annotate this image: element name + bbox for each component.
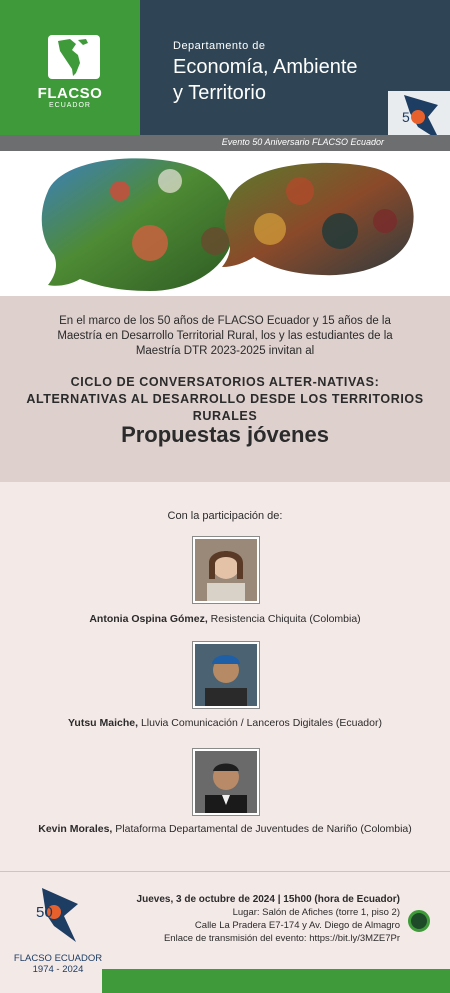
- participant-name: Yutsu Maiche,: [68, 717, 139, 729]
- footer-divider: [0, 871, 450, 872]
- participants-label: Con la participación de:: [167, 510, 283, 522]
- event-address: Calle La Pradera E7-174 y Av. Diego de Almagro: [194, 920, 400, 931]
- participant-affiliation: Plataforma Departamental de Juventudes de Nariño (Colombia): [112, 823, 412, 835]
- collage-illustration: [0, 151, 450, 296]
- event-place: Lugar: Salón de Afiches (torre 1, piso 2): [232, 907, 400, 918]
- participant-photo-antonia: [193, 537, 259, 603]
- svg-text:5: 5: [402, 109, 410, 125]
- green-circle-icon: [408, 910, 430, 932]
- department-title-line1: Economía, Ambiente: [173, 56, 358, 78]
- participant-name: Kevin Morales,: [38, 823, 113, 835]
- americas-map-icon: [48, 35, 100, 79]
- logo-subtext: ECUADOR: [48, 102, 91, 109]
- header: [0, 0, 450, 147]
- footer-logo-caption: [8, 953, 108, 975]
- event-info: [137, 893, 400, 945]
- participant-affiliation: Resistencia Chiquita (Colombia): [207, 613, 361, 625]
- bottom-green-bar: [102, 969, 450, 993]
- event-bar: [0, 135, 450, 151]
- event-date: Jueves, 3 de octubre de 2024 | 15h00 (hora de Ecuador): [136, 894, 400, 905]
- participant-name-antonia: [0, 613, 450, 625]
- logo-number: 50: [36, 904, 53, 921]
- participant-affiliation: Lluvia Comunicación / Lanceros Digitales (Ecuador): [138, 717, 382, 729]
- flacso-logo: [0, 0, 140, 135]
- department-title-line2: y Territorio: [173, 82, 266, 104]
- participant-photo-kevin: [193, 749, 259, 815]
- participant-name-yutsu: [0, 717, 450, 729]
- participant-name-kevin: [0, 823, 450, 835]
- event-subtitle: Propuestas jóvenes: [121, 422, 329, 447]
- intro-band: [0, 296, 450, 482]
- event-stream-link[interactable]: Enlace de transmisión del evento: https://bit.ly/3MZE7Pr: [163, 933, 400, 944]
- flacso-50-logo: [18, 884, 98, 964]
- logo-text: FLACSO: [37, 85, 103, 102]
- cycle-title-line1: CICLO DE CONVERSATORIOS ALTER-NATIVAS:: [70, 375, 380, 389]
- intro-text: En el marco de los 50 años de FLACSO Ecuador y 15 años de la Maestría en Desarrollo Territorial Rural, los y las estudiantes de la Maestría DTR 2023-2025 invitan al: [57, 315, 393, 357]
- cycle-title-line2: ALTERNATIVAS AL DESARROLLO DESDE LOS TERRITORIOS RURALES: [26, 392, 424, 423]
- participant-name: Antonia Ospina Gómez,: [89, 613, 208, 625]
- cycle-title: [10, 374, 440, 425]
- participant-photo-yutsu: [193, 642, 259, 708]
- photo-collage: [0, 151, 450, 296]
- footer-caption-line2: 1974 - 2024: [32, 964, 84, 975]
- department-label: Departamento de: [173, 40, 266, 52]
- event-label: Evento 50 Aniversario FLACSO Ecuador: [221, 137, 384, 147]
- footer-caption-line1: FLACSO ECUADOR: [13, 953, 103, 964]
